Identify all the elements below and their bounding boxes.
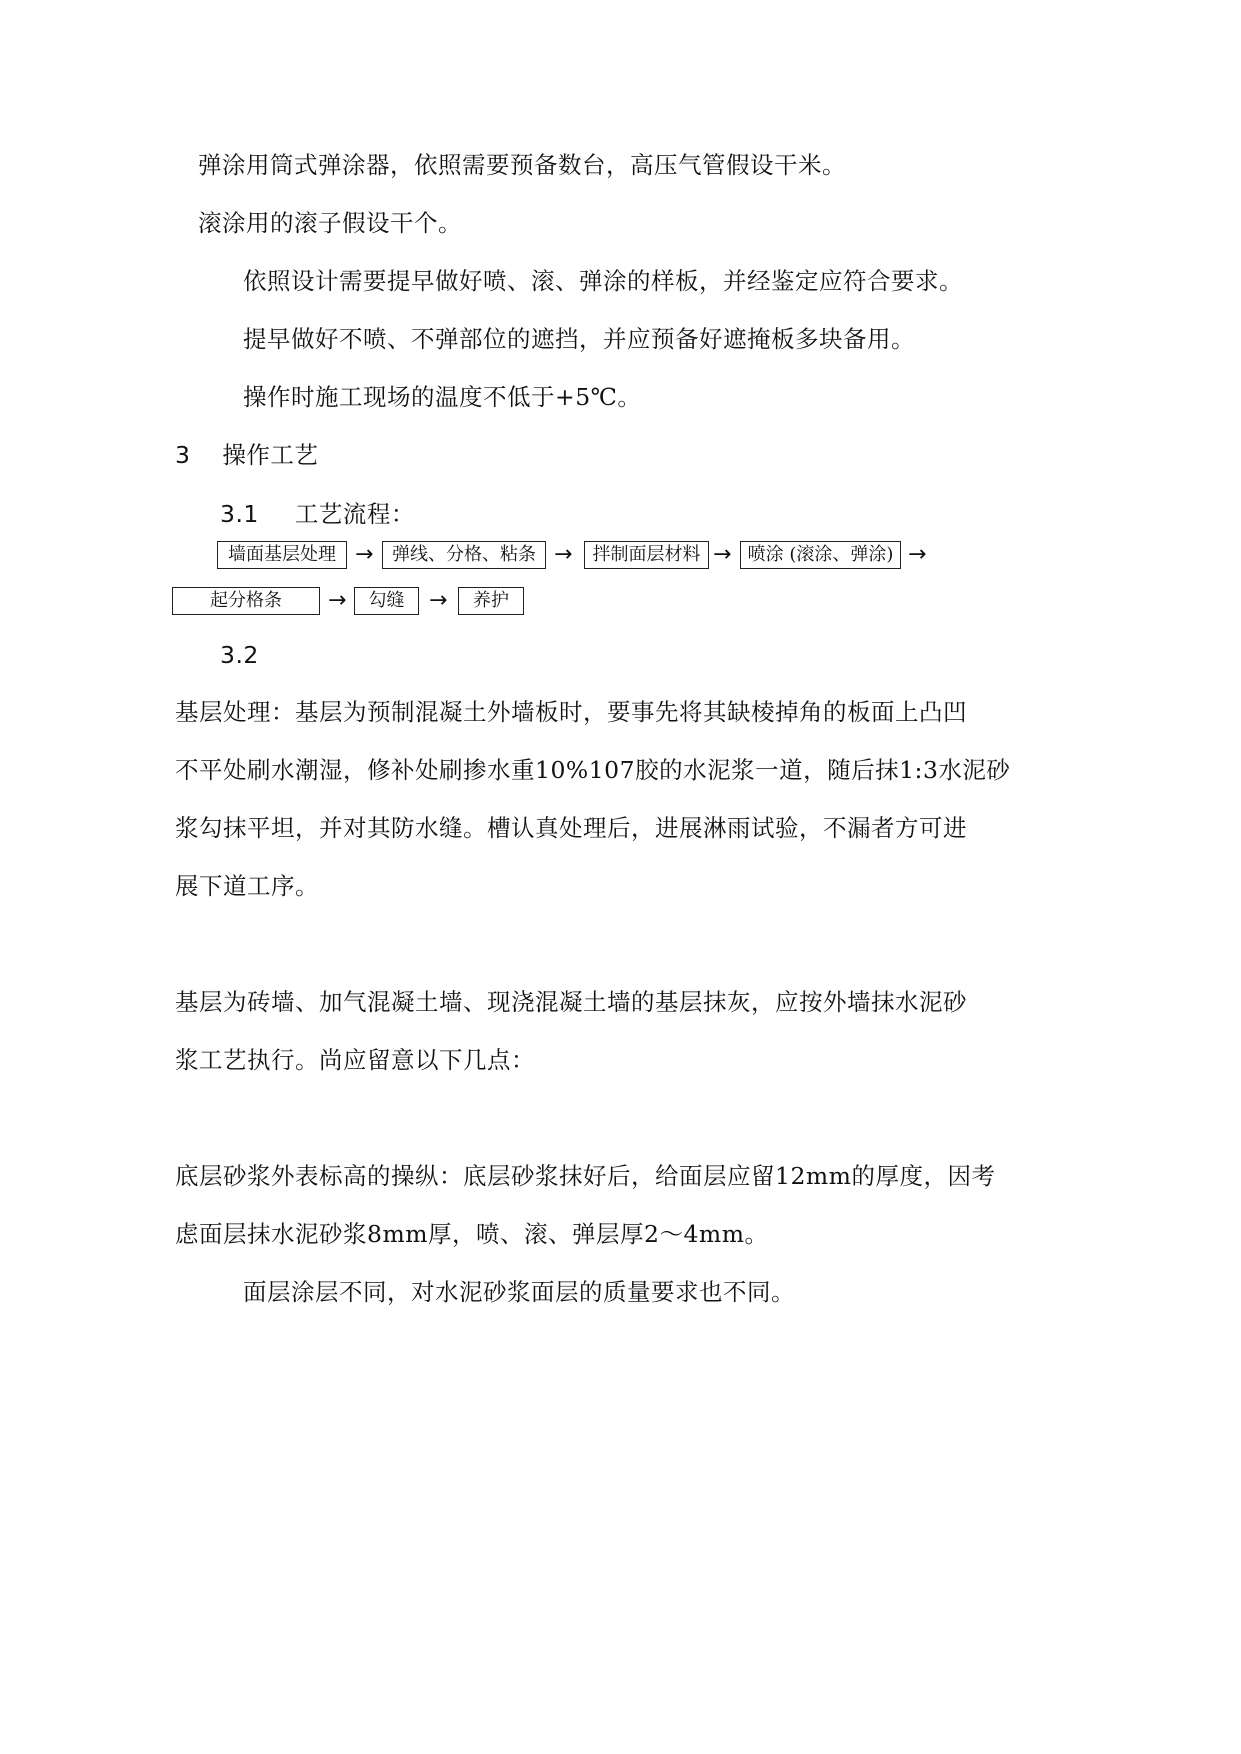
flow-arrow: → [554,542,573,567]
paragraph-roller-tools: 滚涂用的滚子假设干个。 [198,209,462,237]
section-title: 操作工艺 [222,441,319,469]
subsection-number: 3.1 [220,500,259,528]
flow-arrow: → [908,542,927,567]
flow-step-line-grid: 弹线、分格、粘条 [382,541,546,569]
flow-arrow: → [355,542,374,567]
body-line: 浆勾抹平坦，并对其防水缝。槽认真处理后，进展淋雨试验，不漏者方可进 [175,814,967,842]
body-line: 底层砂浆外表标高的操纵：底层砂浆抹好后，给面层应留12mm的厚度，因考 [175,1162,996,1190]
flow-arrow: → [328,588,347,613]
body-line: 面层涂层不同，对水泥砂浆面层的质量要求也不同。 [243,1278,795,1306]
paragraph-spray-tools: 弹涂用筒式弹涂器，依照需要预备数台，高压气管假设干米。 [198,151,846,179]
paragraph-masking: 提早做好不喷、不弹部位的遮挡，并应预备好遮掩板多块备用。 [243,325,915,353]
flow-step-remove-strips: 起分格条 [172,587,320,615]
flow-step-pointing: 勾缝 [354,587,419,615]
paragraph-temperature: 操作时施工现场的温度不低于+5℃。 [243,383,642,411]
flow-step-curing: 养护 [458,587,524,615]
section-heading [175,440,318,470]
body-line: 不平处刷水潮湿，修补处刷掺水重10%107胶的水泥浆一道，随后抹1:3水泥砂 [175,756,1011,784]
body-line: 基层为砖墙、加气混凝土墙、现浇混凝土墙的基层抹灰，应按外墙抹水泥砂 [175,988,967,1016]
body-line: 基层处理：基层为预制混凝土外墙板时，要事先将其缺棱掉角的板面上凸凹 [175,698,967,726]
flow-arrow: → [429,588,448,613]
subsection-title: 工艺流程： [294,500,415,528]
subsection-32-number: 3.2 [220,641,259,669]
flow-step-mix-material: 拌制面层材料 [584,541,709,569]
subsection-31-heading [220,499,415,529]
body-line: 展下道工序。 [175,872,319,900]
body-line: 虑面层抹水泥砂浆8mm厚，喷、滚、弹层厚2～4mm。 [175,1220,769,1248]
flow-step-spraying: 喷涂 (滚涂、弹涂) [740,541,901,569]
flow-arrow: → [713,542,732,567]
flow-step-base-treatment: 墙面基层处理 [217,541,347,569]
body-line: 浆工艺执行。尚应留意以下几点： [175,1046,535,1074]
paragraph-sample-board: 依照设计需要提早做好喷、滚、弹涂的样板，并经鉴定应符合要求。 [243,267,963,295]
section-number: 3 [175,441,191,469]
